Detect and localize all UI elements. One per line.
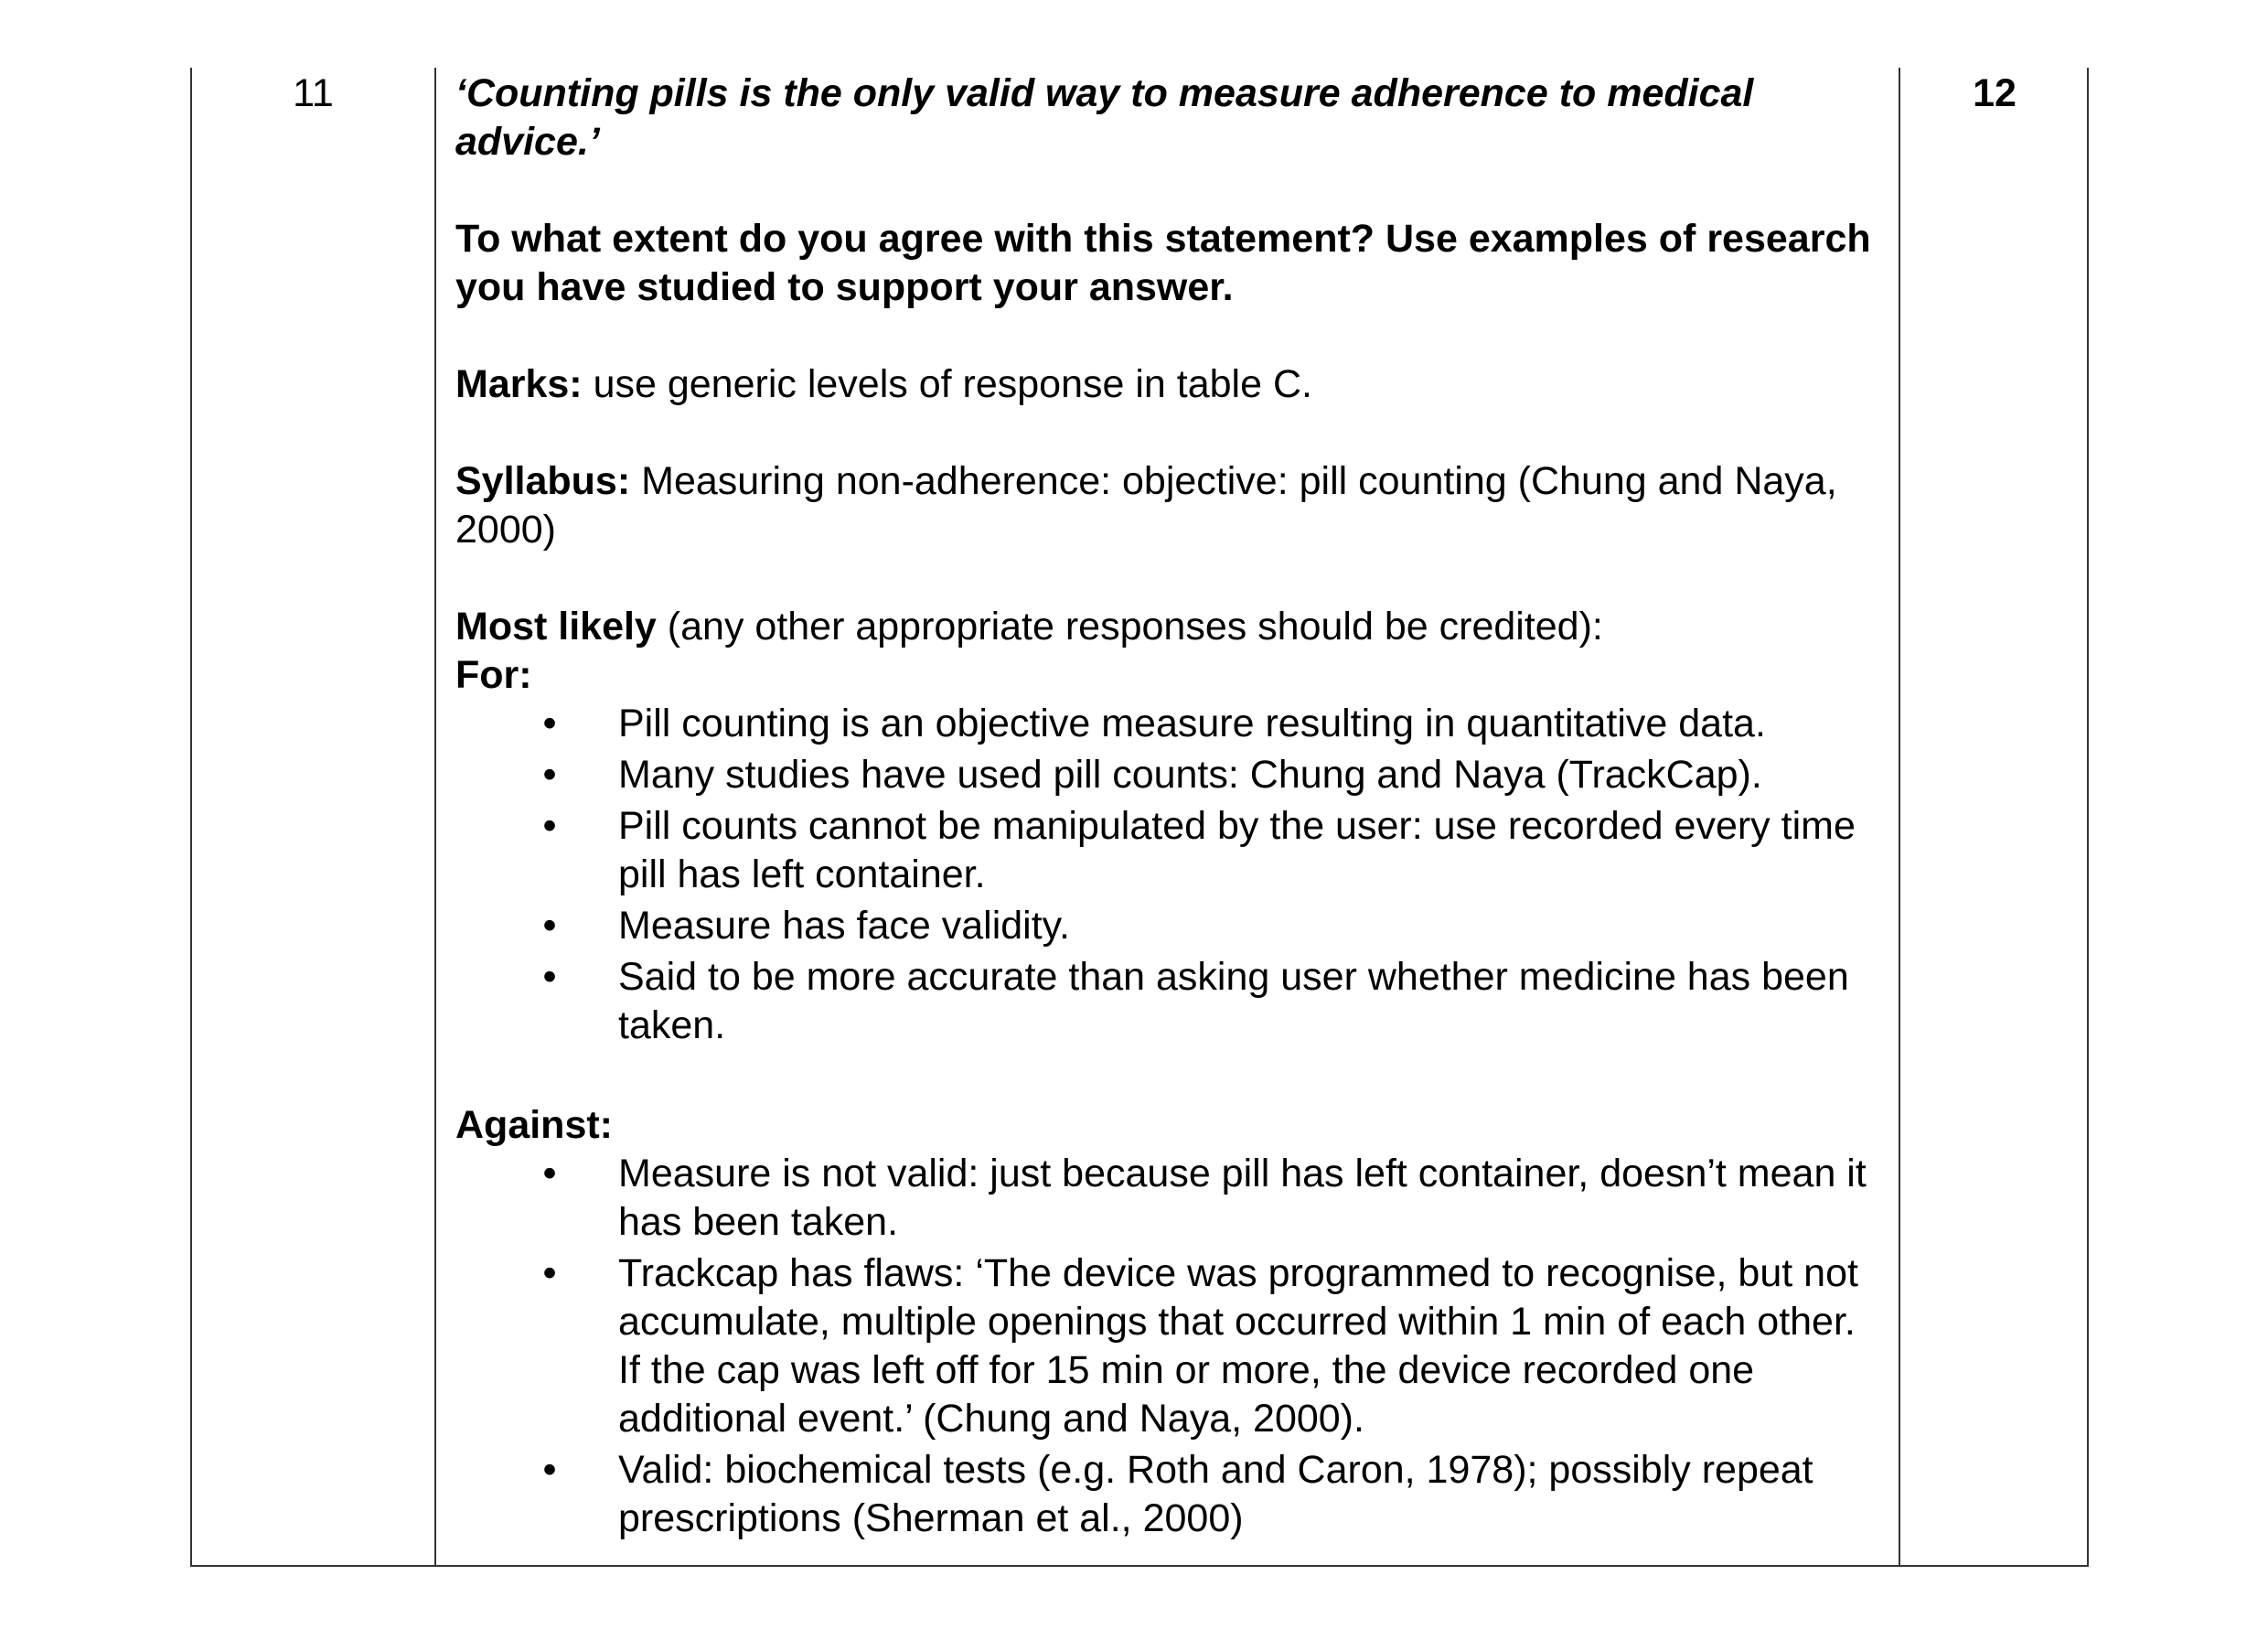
bullet-icon: • [542,753,557,797]
most-likely-label: Most likely [455,605,657,648]
most-likely-line [455,603,1882,651]
question-number: 11 [293,71,334,115]
total-marks: 12 [1973,71,2017,115]
mark-scheme-table [190,68,2089,1567]
list-item: • Pill counts cannot be manipulated by the user: use recorded every time pill has left container. [455,802,1882,899]
answer-guidance-cell [455,70,1882,1546]
list-item: • Measure is not valid: just because pill has left container, doesn’t mean it has been taken. [455,1150,1882,1247]
against-heading: Against: [455,1103,613,1147]
list-item: • Many studies have used pill counts: Chung and Naya (TrackCap). [455,751,1882,799]
most-likely-text: (any other appropriate responses should be credited): [656,605,1603,648]
list-item: • Trackcap has flaws: ‘The device was programmed to recognise, but not accumulate, multiple openings that occurred within 1 min of each other. If the cap was left off for 15 min or more, the device recorded one additional event.’ (Chung and Naya, 2000). [455,1249,1882,1443]
syllabus-text: Measuring non-adherence: objective: pill counting (Chung and Naya, 2000) [455,459,1837,552]
question-quote: ‘Counting pills is the only valid way to measure adherence to medical advice.’ [455,71,1754,164]
bullet-icon: • [542,804,557,848]
syllabus-line [455,457,1882,554]
marks-line [455,360,1882,409]
bullet-icon: • [542,702,557,745]
column-divider [434,68,436,1565]
against-list [455,1150,1882,1543]
bullet-icon: • [542,955,557,999]
list-item: • Pill counting is an objective measure resulting in quantitative data. [455,700,1882,748]
bullet-icon: • [542,1152,557,1195]
for-list [455,700,1882,1050]
marks-text: use generic levels of response in table C. [582,362,1312,406]
question-prompt: To what extent do you agree with this statement? Use examples of research you have studied to support your answer. [455,217,1871,309]
column-divider [1899,68,1900,1565]
bullet-icon: • [542,1448,557,1492]
for-heading: For: [455,653,532,697]
marks-label: Marks: [455,362,583,406]
list-item: • Valid: biochemical tests (e.g. Roth and Caron, 1978); possibly repeat prescriptions (Sherman et al., 2000) [455,1446,1882,1543]
list-item: • Measure has face validity. [455,902,1882,950]
syllabus-label: Syllabus: [455,459,631,503]
list-item: • Said to be more accurate than asking user whether medicine has been taken. [455,953,1882,1050]
bullet-icon: • [542,1251,557,1295]
bullet-icon: • [542,904,557,948]
